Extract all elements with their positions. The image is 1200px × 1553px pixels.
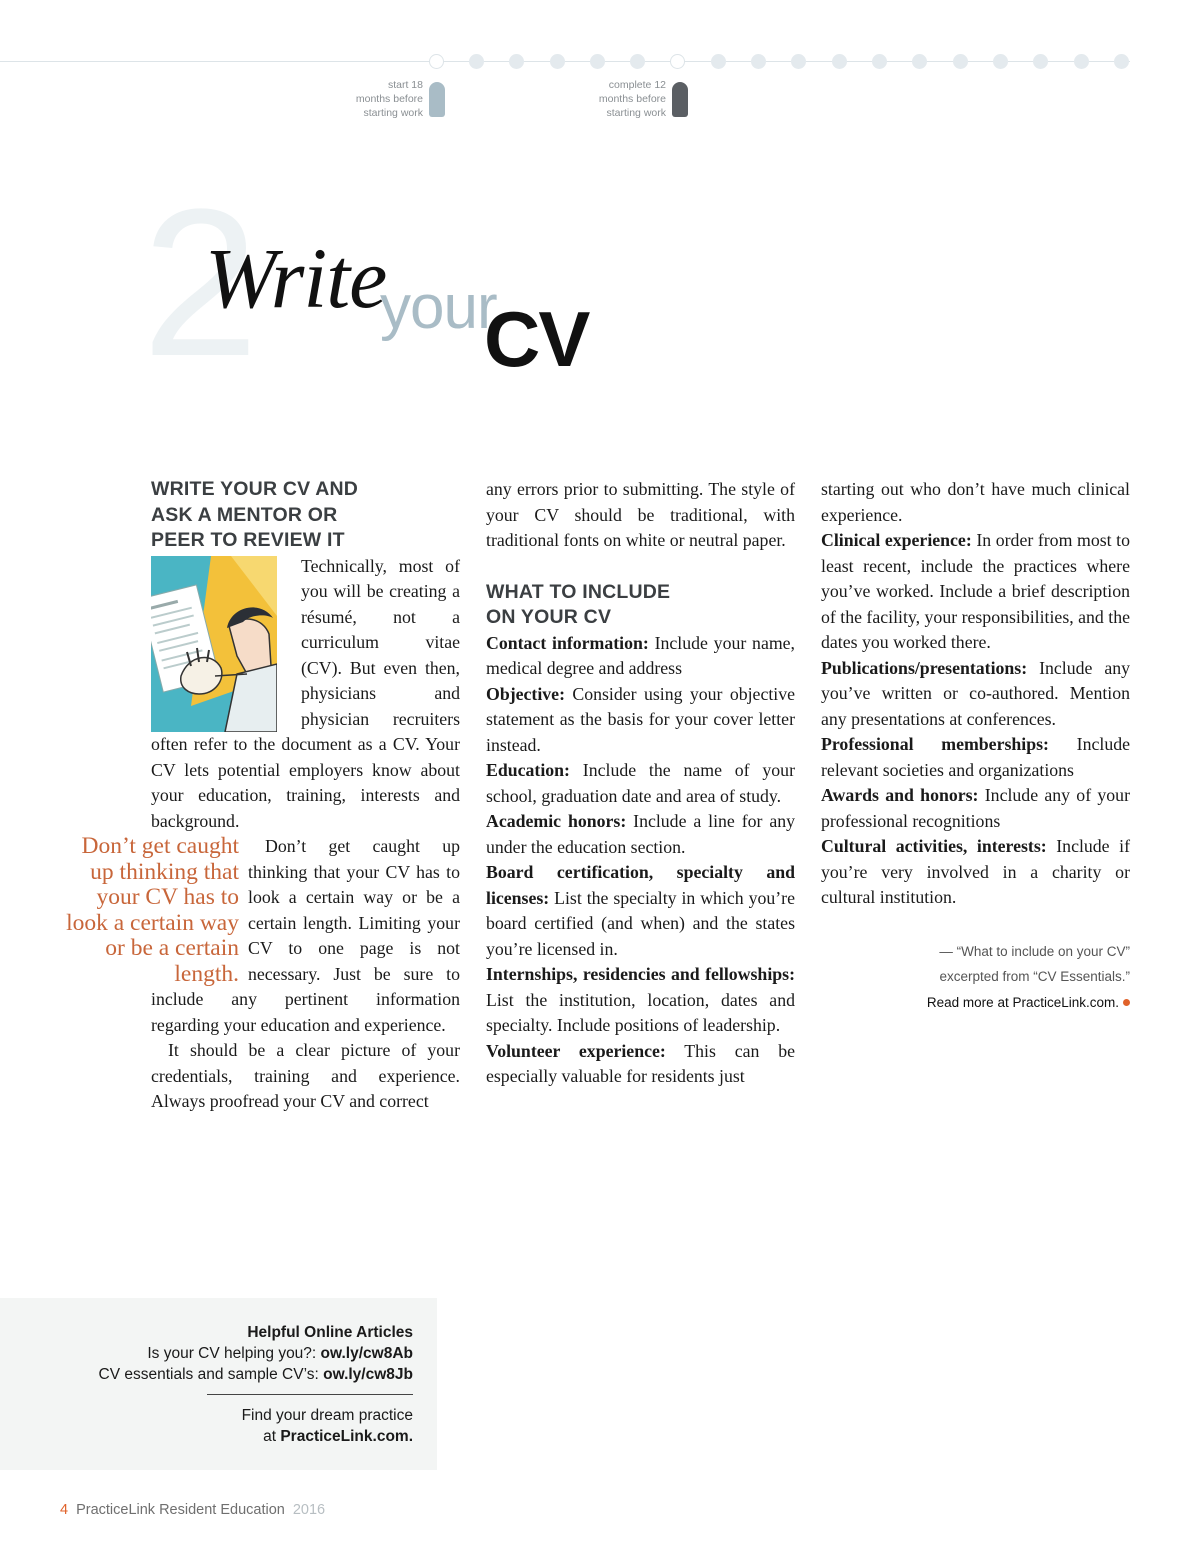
timeline-dot xyxy=(953,54,968,69)
timeline-pin-start-icon xyxy=(429,82,445,117)
list-item: Academic honors: Include a line for any under the education section. xyxy=(486,811,795,857)
column-2 xyxy=(486,477,795,1090)
timeline-dot xyxy=(509,54,524,69)
timeline-marker-start: start 18 months before starting work xyxy=(355,79,423,119)
list-item: Contact information: Include your name, medical degree and address xyxy=(486,632,795,678)
title-write: Write xyxy=(205,230,387,326)
timeline-dot xyxy=(1074,54,1089,69)
timeline-dot xyxy=(751,54,766,69)
practicelink-link[interactable]: PracticeLink.com. xyxy=(280,1428,413,1445)
list-item: Professional memberships: Include relevant societies and organizations xyxy=(821,734,1130,780)
body-paragraph: starting out who don’t have much clinical experience. xyxy=(821,479,1130,525)
title-cv: CV xyxy=(484,295,589,383)
timeline-dot xyxy=(550,54,565,69)
timeline-dot-start xyxy=(429,54,444,69)
list-item: Publications/presentations: Include any you’ve written or co-authored. Mention any presentations at conferences. xyxy=(821,657,1130,729)
list-item: Internships, residencies and fellowships: List the institution, location, dates and specialty. Include positions of leadership. xyxy=(486,964,795,1035)
illustration-physician-reading-cv xyxy=(151,556,277,732)
list-item: Objective: Consider using your objective statement as the basis for your cover letter instead. xyxy=(486,683,795,755)
divider xyxy=(207,1394,413,1395)
timeline-dot xyxy=(872,54,887,69)
list-item: Volunteer experience: This can be especially valuable for residents just xyxy=(486,1040,795,1086)
list-item: Clinical experience: In order from most to least recent, include the practices where you’ve worked. Include a brief description of the facility, your responsibilities, and the dates you worked there. xyxy=(821,530,1130,652)
timeline-dot xyxy=(590,54,605,69)
publication-name: PracticeLink Resident Education xyxy=(76,1502,285,1518)
section-heading-review: WRITE YOUR CV AND ASK A MENTOR OR PEER TO REVIEW IT xyxy=(151,478,359,551)
timeline-dot-complete xyxy=(670,54,685,69)
step-number: 2 xyxy=(142,165,259,400)
source-credit: — “What to include on your CV” excerpted from “CV Essentials.” Read more at PracticeLink.com. xyxy=(926,943,1130,1010)
timeline-dot xyxy=(711,54,726,69)
helpful-articles-title: Helpful Online Articles xyxy=(247,1324,413,1341)
body-paragraph: Don’t get caught up thinking that your CV has to look a certain way or be a certain length. Limiting your CV to one page is not necessary. Just be sure to include any pertinent information regarding your education and experience. xyxy=(151,836,460,1035)
list-item: Board certification, specialty and licenses: List the specialty in which you’re board certified (and when) and the states you’re licensed in. xyxy=(486,862,795,959)
publication-year: 2016 xyxy=(292,1502,326,1518)
page-number: 4 xyxy=(60,1502,69,1518)
timeline-marker-complete: complete 12 months before starting work xyxy=(598,79,666,119)
timeline-dot xyxy=(912,54,927,69)
timeline-dot xyxy=(630,54,645,69)
title-your: your xyxy=(380,273,497,342)
timeline-dot xyxy=(832,54,847,69)
list-item: Cultural activities, interests: Include if you’re very involved in a charity or cultural institution. xyxy=(821,836,1130,907)
article-link-cv-essentials[interactable]: ow.ly/cw8Jb xyxy=(323,1366,413,1383)
timeline-dot xyxy=(1114,54,1129,69)
body-paragraph: It should be a clear picture of your credentials, training and experience. Always proofread your CV and correct xyxy=(151,1040,460,1111)
body-paragraph: any errors prior to submitting. The style of your CV should be traditional, with traditional fonts on white or neutral paper. xyxy=(486,479,795,550)
list-item: Education: Include the name of your school, graduation date and area of study. xyxy=(486,760,795,806)
pull-quote: Don’t get caught up thinking that your CV has to look a certain way or be a certain length. xyxy=(66,833,239,987)
timeline-dot xyxy=(1033,54,1048,69)
list-item: Awards and honors: Include any of your professional recognitions xyxy=(821,785,1130,831)
article-link-cv-helping[interactable]: ow.ly/cw8Ab xyxy=(320,1345,413,1362)
page-footer xyxy=(60,1500,325,1520)
column-1 xyxy=(66,477,460,1115)
timeline-dot xyxy=(469,54,484,69)
column-3 xyxy=(821,477,1130,1015)
intro-paragraph: Technically, most of you will be creating a résumé, not a curriculum vitae (CV). But even then, physicians and physician recruiters often refer to the document as a CV. Your CV lets potential employers know about your education, training, interests and background. xyxy=(151,555,460,831)
timeline-dot xyxy=(791,54,806,69)
section-heading-what-to-include: WHAT TO INCLUDE ON YOUR CV xyxy=(486,580,671,628)
timeline-pin-complete-icon xyxy=(672,82,688,117)
timeline-dot xyxy=(993,54,1008,69)
end-mark-icon xyxy=(1123,999,1130,1006)
helpful-articles-box: Helpful Online Articles Is your CV helping you?: ow.ly/cw8Ab CV essentials and sample CV’s: ow.ly/cw8Jb Find your dream practice at PracticeLink.com. xyxy=(0,1298,437,1470)
